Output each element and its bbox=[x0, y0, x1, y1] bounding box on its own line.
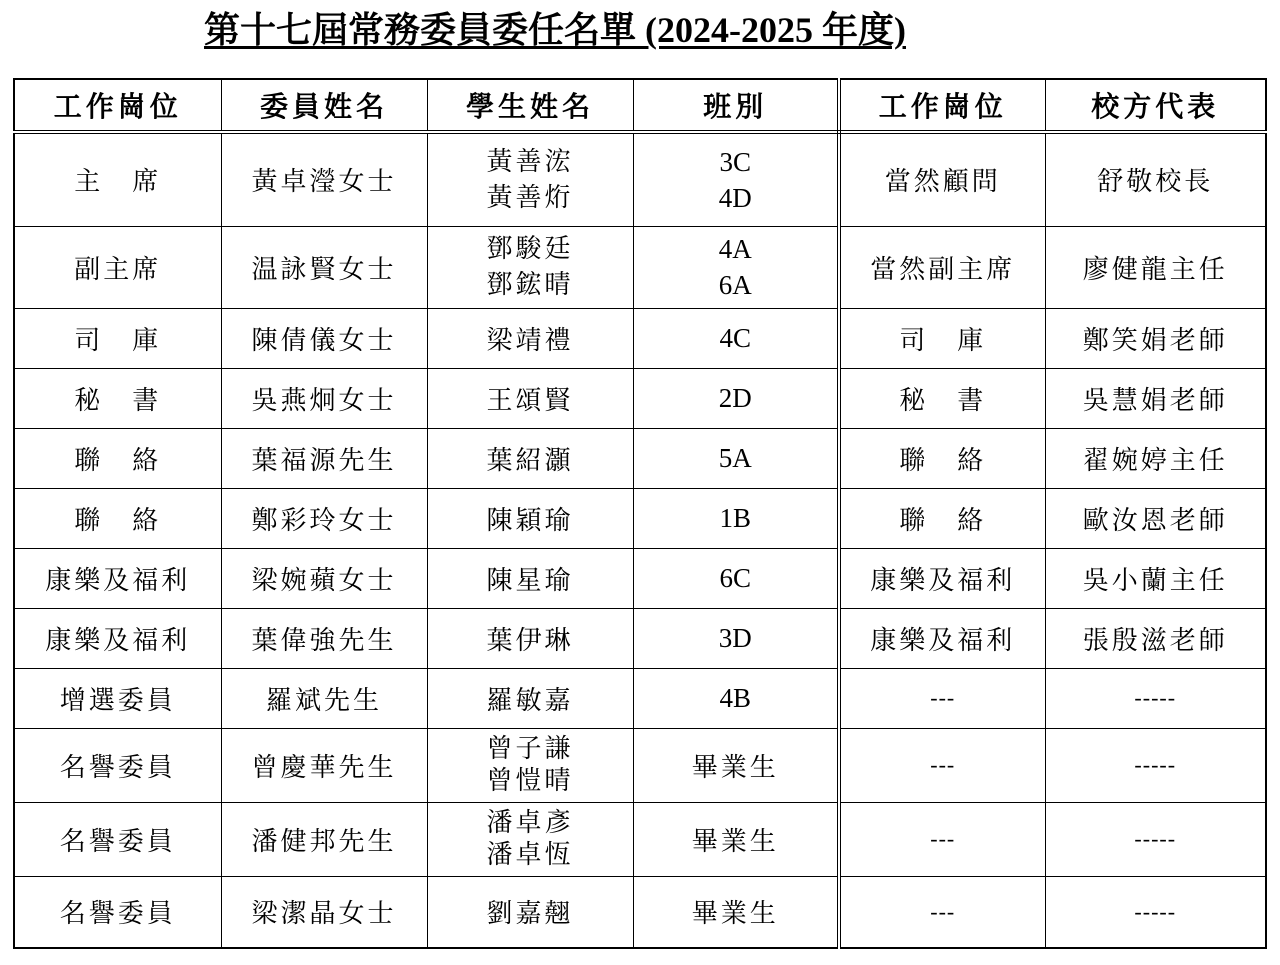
cell-school-position: 秘 書 bbox=[839, 368, 1045, 428]
table-row bbox=[14, 132, 1266, 226]
cell-member: 羅斌先生 bbox=[221, 668, 427, 728]
cell-school-position: --- bbox=[839, 876, 1045, 948]
cell-school-rep: ----- bbox=[1045, 668, 1266, 728]
header-student-name: 學生姓名 bbox=[427, 79, 633, 132]
class-value: 6A bbox=[718, 270, 752, 300]
cell-position: 副主席 bbox=[14, 226, 221, 308]
table-row bbox=[14, 488, 1266, 548]
cell-students bbox=[427, 226, 633, 308]
cell-position: 聯 絡 bbox=[14, 488, 221, 548]
cell-school-position: --- bbox=[839, 668, 1045, 728]
cell-class: 畢業生 bbox=[633, 802, 839, 876]
cell-member: 梁潔晶女士 bbox=[221, 876, 427, 948]
table-row bbox=[14, 308, 1266, 368]
table-row bbox=[14, 802, 1266, 876]
header-school-rep: 校方代表 bbox=[1045, 79, 1266, 132]
table-row bbox=[14, 608, 1266, 668]
cell-students: 陳星瑜 bbox=[427, 548, 633, 608]
cell-school-rep: ----- bbox=[1045, 802, 1266, 876]
cell-member: 梁婉蘋女士 bbox=[221, 548, 427, 608]
cell-students: 陳穎瑜 bbox=[427, 488, 633, 548]
cell-member: 葉偉強先生 bbox=[221, 608, 427, 668]
cell-school-position: --- bbox=[839, 802, 1045, 876]
cell-school-rep: 張殷滋老師 bbox=[1045, 608, 1266, 668]
table-row bbox=[14, 728, 1266, 802]
cell-class: 1B bbox=[633, 488, 839, 548]
cell-class bbox=[633, 132, 839, 226]
student-name: 黃善浤 bbox=[486, 146, 574, 177]
cell-school-position: 當然顧問 bbox=[839, 132, 1045, 226]
cell-class: 畢業生 bbox=[633, 728, 839, 802]
cell-school-position: 當然副主席 bbox=[839, 226, 1045, 308]
cell-students bbox=[427, 728, 633, 802]
cell-school-rep: 翟婉婷主任 bbox=[1045, 428, 1266, 488]
cell-position: 名譽委員 bbox=[14, 876, 221, 948]
cell-class: 2D bbox=[633, 368, 839, 428]
cell-position: 名譽委員 bbox=[14, 802, 221, 876]
cell-class: 畢業生 bbox=[633, 876, 839, 948]
cell-member: 吳燕炯女士 bbox=[221, 368, 427, 428]
document-title: 第十七屆常務委員委任名單 (2024-2025 年度) bbox=[204, 10, 906, 50]
cell-students: 葉紹灝 bbox=[427, 428, 633, 488]
cell-school-position: 聯 絡 bbox=[839, 428, 1045, 488]
cell-students bbox=[427, 132, 633, 226]
cell-school-position: 康樂及福利 bbox=[839, 608, 1045, 668]
cell-school-rep: 吳小蘭主任 bbox=[1045, 548, 1266, 608]
cell-position: 增選委員 bbox=[14, 668, 221, 728]
cell-school-rep: 廖健龍主任 bbox=[1045, 226, 1266, 308]
committee-table bbox=[13, 78, 1267, 949]
student-name: 曾子謙 bbox=[486, 734, 574, 764]
cell-students: 羅敏嘉 bbox=[427, 668, 633, 728]
cell-school-rep: ----- bbox=[1045, 876, 1266, 948]
cell-school-position: 康樂及福利 bbox=[839, 548, 1045, 608]
cell-school-position: 司 庫 bbox=[839, 308, 1045, 368]
header-member-name: 委員姓名 bbox=[221, 79, 427, 132]
table-row bbox=[14, 428, 1266, 488]
student-name: 鄧鋐晴 bbox=[486, 270, 574, 300]
student-name: 潘卓彥 bbox=[486, 808, 574, 838]
cell-students: 葉伊琳 bbox=[427, 608, 633, 668]
table-row bbox=[14, 876, 1266, 948]
cell-member: 曾慶華先生 bbox=[221, 728, 427, 802]
cell-position: 名譽委員 bbox=[14, 728, 221, 802]
cell-class: 6C bbox=[633, 548, 839, 608]
cell-member: 鄭彩玲女士 bbox=[221, 488, 427, 548]
cell-member: 陳倩儀女士 bbox=[221, 308, 427, 368]
cell-students bbox=[427, 802, 633, 876]
cell-member: 葉福源先生 bbox=[221, 428, 427, 488]
cell-school-rep: 吳慧娟老師 bbox=[1045, 368, 1266, 428]
cell-class: 4C bbox=[633, 308, 839, 368]
cell-class: 5A bbox=[633, 428, 839, 488]
cell-students: 王頌賢 bbox=[427, 368, 633, 428]
table-row bbox=[14, 548, 1266, 608]
cell-position: 司 庫 bbox=[14, 308, 221, 368]
cell-position: 主 席 bbox=[14, 132, 221, 226]
cell-school-rep: 歐汝恩老師 bbox=[1045, 488, 1266, 548]
class-value: 3C bbox=[719, 146, 751, 177]
cell-position: 康樂及福利 bbox=[14, 608, 221, 668]
cell-position: 康樂及福利 bbox=[14, 548, 221, 608]
cell-class bbox=[633, 226, 839, 308]
cell-position: 秘 書 bbox=[14, 368, 221, 428]
student-name: 鄧駿廷 bbox=[486, 234, 574, 264]
class-value: 4A bbox=[718, 234, 752, 264]
student-name: 曾愷晴 bbox=[486, 766, 574, 796]
class-value: 4D bbox=[718, 182, 752, 213]
cell-class: 4B bbox=[633, 668, 839, 728]
cell-member: 黃卓瀅女士 bbox=[221, 132, 427, 226]
cell-member: 温詠賢女士 bbox=[221, 226, 427, 308]
cell-position: 聯 絡 bbox=[14, 428, 221, 488]
header-school-position: 工作崗位 bbox=[839, 79, 1045, 132]
header-class: 班別 bbox=[633, 79, 839, 132]
student-name: 黃善烆 bbox=[486, 182, 574, 213]
cell-class: 3D bbox=[633, 608, 839, 668]
header-position: 工作崗位 bbox=[14, 79, 221, 132]
cell-school-rep: 鄭笑娟老師 bbox=[1045, 308, 1266, 368]
cell-students: 劉嘉翹 bbox=[427, 876, 633, 948]
table-row bbox=[14, 668, 1266, 728]
cell-school-rep: ----- bbox=[1045, 728, 1266, 802]
cell-school-position: --- bbox=[839, 728, 1045, 802]
table-row bbox=[14, 226, 1266, 308]
cell-students: 梁靖禮 bbox=[427, 308, 633, 368]
table-header-row bbox=[14, 79, 1266, 132]
cell-school-position: 聯 絡 bbox=[839, 488, 1045, 548]
student-name: 潘卓恆 bbox=[486, 840, 574, 870]
table-row bbox=[14, 368, 1266, 428]
cell-member: 潘健邦先生 bbox=[221, 802, 427, 876]
cell-school-rep: 舒敬校長 bbox=[1045, 132, 1266, 226]
